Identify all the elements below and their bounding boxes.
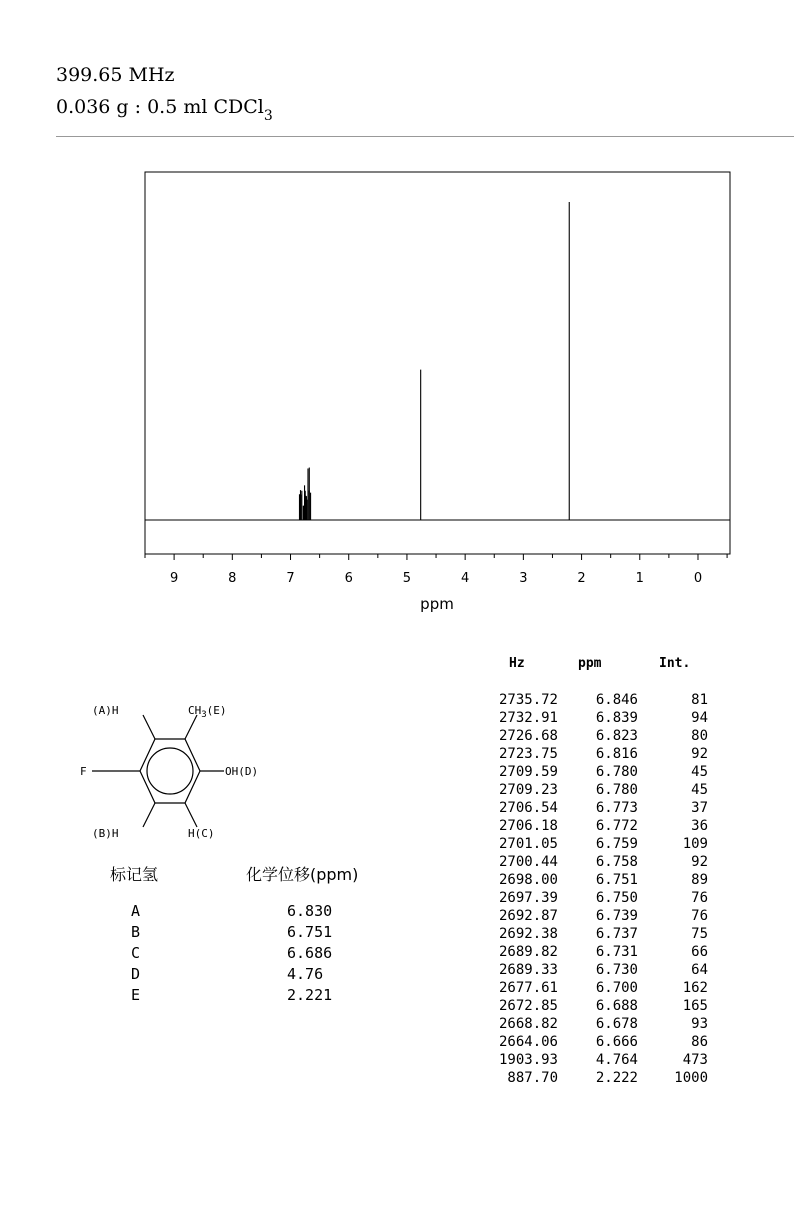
methyl-text: CH bbox=[188, 704, 202, 717]
peak-ppm: 6.700 bbox=[595, 980, 638, 996]
peak-ppm: 6.731 bbox=[595, 944, 638, 960]
peak-int: 81 bbox=[691, 692, 708, 708]
peak-hz: 2698.00 bbox=[498, 872, 558, 888]
peak-int: 45 bbox=[691, 782, 708, 798]
peak-int: 89 bbox=[691, 872, 708, 888]
peak-int: 76 bbox=[691, 908, 708, 924]
x-tick-label-6: 6 bbox=[344, 571, 353, 586]
x-axis-label: ppm bbox=[420, 595, 454, 613]
peak-int: 92 bbox=[691, 854, 708, 870]
molecule-structure bbox=[70, 695, 280, 845]
assignment-label: E bbox=[131, 986, 141, 1004]
assignment-shift: 6.686 bbox=[287, 944, 333, 962]
assignment-label: B bbox=[131, 923, 141, 941]
peak-hz: 2689.33 bbox=[498, 962, 558, 978]
peak-int: 66 bbox=[691, 944, 708, 960]
peak-ppm: 6.737 bbox=[595, 926, 638, 942]
peak-ppm: 6.773 bbox=[595, 800, 638, 816]
methyl-e-label bbox=[188, 704, 227, 720]
peak-int: 93 bbox=[691, 1016, 708, 1032]
peak-ppm: 6.839 bbox=[595, 710, 638, 726]
peak-ppm: 6.739 bbox=[595, 908, 638, 924]
fluorine-label: F bbox=[80, 765, 87, 778]
peak-ppm: 6.758 bbox=[595, 854, 638, 870]
peak-hz: 2700.44 bbox=[498, 854, 558, 870]
peak-hz: 2689.82 bbox=[498, 944, 558, 960]
peak-ppm: 6.750 bbox=[595, 890, 638, 906]
peak-header-ppm: ppm bbox=[578, 656, 602, 671]
peak-hz: 2701.05 bbox=[498, 836, 558, 852]
peak-hz: 2732.91 bbox=[498, 710, 558, 726]
peak-ppm: 6.846 bbox=[595, 692, 638, 708]
peak-ppm: 6.688 bbox=[595, 998, 638, 1014]
spectrometer-frequency: 399.65 MHz bbox=[56, 64, 175, 86]
peak-hz: 2709.59 bbox=[498, 764, 558, 780]
peak-ppm: 6.751 bbox=[595, 872, 638, 888]
peak-int: 94 bbox=[691, 710, 708, 726]
x-tick-label-3: 3 bbox=[519, 571, 528, 586]
peak-ppm: 6.780 bbox=[595, 764, 638, 780]
peak-ppm: 6.772 bbox=[595, 818, 638, 834]
peak-ppm: 6.780 bbox=[595, 782, 638, 798]
x-tick-label-2: 2 bbox=[577, 571, 586, 586]
peak-int: 37 bbox=[691, 800, 708, 816]
peak-hz: 2697.39 bbox=[498, 890, 558, 906]
sample-text: 0.036 g : 0.5 ml CDCl bbox=[56, 96, 264, 118]
peak-int: 64 bbox=[691, 962, 708, 978]
assignment-shift: 6.830 bbox=[287, 902, 333, 920]
assignment-header-shift: 化学位移(ppm) bbox=[246, 865, 359, 884]
peak-hz: 2723.75 bbox=[498, 746, 558, 762]
peak-int: 86 bbox=[691, 1034, 708, 1050]
spectrum-peaks bbox=[299, 202, 569, 520]
peak-int: 80 bbox=[691, 728, 708, 744]
assignment-label: D bbox=[131, 965, 141, 983]
bond-c bbox=[185, 803, 197, 827]
peak-int: 1000 bbox=[674, 1070, 708, 1086]
peak-hz: 2692.38 bbox=[498, 926, 558, 942]
x-tick-label-1: 1 bbox=[635, 571, 644, 586]
peak-int: 109 bbox=[682, 836, 708, 852]
assignment-shift: 6.751 bbox=[287, 923, 333, 941]
peak-ppm: 2.222 bbox=[595, 1070, 638, 1086]
peak-ppm: 6.678 bbox=[595, 1016, 638, 1032]
assignment-header-hydrogen: 标记氢 bbox=[110, 865, 159, 884]
peak-ppm: 6.759 bbox=[595, 836, 638, 852]
x-tick-label-4: 4 bbox=[461, 571, 470, 586]
peak-ppm: 6.730 bbox=[595, 962, 638, 978]
peak-ppm: 6.666 bbox=[595, 1034, 638, 1050]
peak-int: 76 bbox=[691, 890, 708, 906]
peak-hz: 2668.82 bbox=[498, 1016, 558, 1032]
peak-hz: 1903.93 bbox=[498, 1052, 558, 1068]
peak-int: 45 bbox=[691, 764, 708, 780]
peak-ppm: 4.764 bbox=[595, 1052, 638, 1068]
hydrogen-c-label: H(C) bbox=[188, 827, 215, 840]
sample-subscript: 3 bbox=[263, 108, 273, 124]
x-tick-label-5: 5 bbox=[402, 571, 412, 586]
bond-a bbox=[143, 715, 155, 739]
x-tick-label-0: 0 bbox=[693, 571, 703, 586]
peak-hz: 2706.54 bbox=[498, 800, 558, 816]
x-tick-label-8: 8 bbox=[228, 571, 237, 586]
assignment-label: A bbox=[131, 902, 141, 920]
peak-hz: 2672.85 bbox=[498, 998, 558, 1014]
hydrogen-b-label: (B)H bbox=[92, 827, 119, 840]
bond-e bbox=[185, 715, 197, 739]
hydrogen-a-label: (A)H bbox=[92, 704, 119, 717]
peak-int: 162 bbox=[682, 980, 708, 996]
x-tick-label-7: 7 bbox=[286, 571, 295, 586]
bond-b bbox=[143, 803, 155, 827]
peak-hz: 2726.68 bbox=[498, 728, 558, 744]
peak-hz: 2664.06 bbox=[498, 1034, 558, 1050]
plot-frame bbox=[145, 172, 730, 554]
methyl-subscript: 3 bbox=[201, 710, 207, 720]
peak-hz: 2677.61 bbox=[498, 980, 558, 996]
peak-int: 473 bbox=[682, 1052, 708, 1068]
x-axis-ticks bbox=[145, 554, 727, 586]
peak-hz: 887.70 bbox=[507, 1070, 558, 1086]
methyl-tag: (E) bbox=[206, 704, 227, 717]
peak-hz: 2706.18 bbox=[498, 818, 558, 834]
peak-ppm: 6.823 bbox=[595, 728, 638, 744]
peak-hz: 2735.72 bbox=[498, 692, 558, 708]
peak-int: 92 bbox=[691, 746, 708, 762]
assignment-label: C bbox=[131, 944, 141, 962]
peak-int: 165 bbox=[682, 998, 708, 1014]
x-tick-label-9: 9 bbox=[169, 571, 179, 586]
hydroxyl-d-label: OH(D) bbox=[225, 765, 259, 778]
peak-int: 75 bbox=[691, 926, 708, 942]
peak-int: 36 bbox=[691, 818, 708, 834]
peak-header-hz: Hz bbox=[509, 656, 525, 671]
peak-hz: 2692.87 bbox=[498, 908, 558, 924]
aromatic-circle bbox=[147, 748, 193, 794]
peak-hz: 2709.23 bbox=[498, 782, 558, 798]
peak-header-int: Int. bbox=[659, 656, 691, 671]
assignment-shift: 4.76 bbox=[287, 965, 324, 983]
assignment-shift: 2.221 bbox=[287, 986, 333, 1004]
peak-ppm: 6.816 bbox=[595, 746, 638, 762]
